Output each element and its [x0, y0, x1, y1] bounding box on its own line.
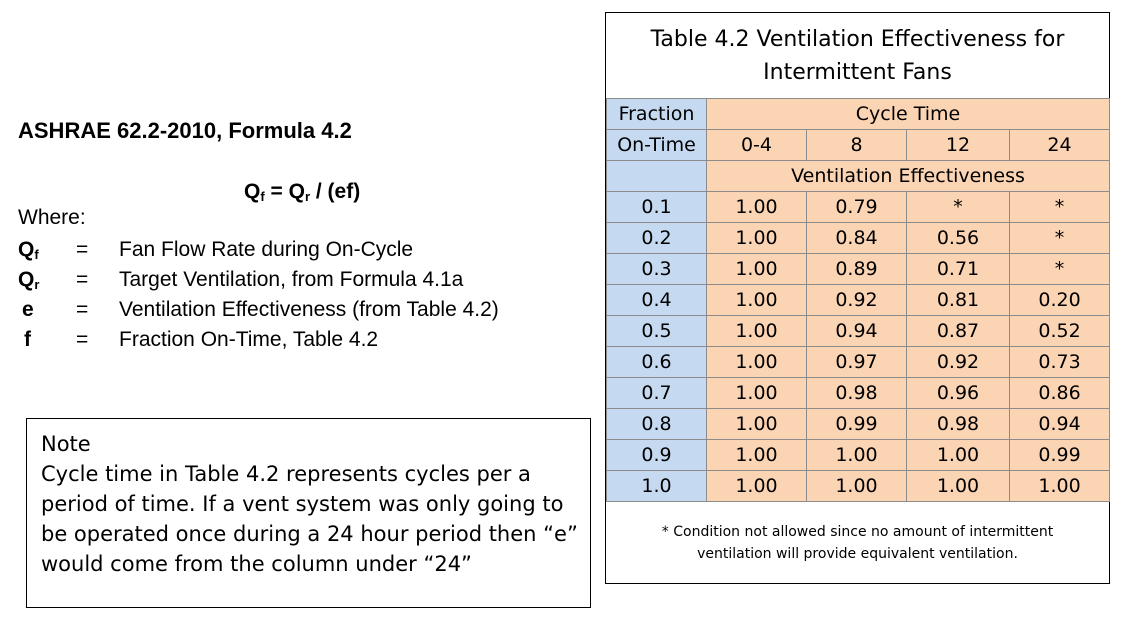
definition-symbol: e: [22, 298, 34, 321]
effectiveness-cell: 0.92: [907, 347, 1010, 378]
definition-description: Fraction On-Time, Table 4.2: [119, 328, 379, 351]
fraction-cell: 0.5: [607, 316, 707, 347]
definition-equals: =: [76, 328, 89, 351]
effectiveness-header: Ventilation Effectiveness: [707, 161, 1110, 192]
formula-rhs-rest: / (ef): [310, 180, 361, 203]
note-body: Cycle time in Table 4.2 represents cycles per a period of time. If a vent system was only going to be operated once during a 24 hour period then “e” would come from the column under “24”: [41, 462, 578, 576]
table-row: [607, 347, 1110, 378]
formula-lhs: Q: [244, 180, 261, 203]
fraction-cell: 0.9: [607, 440, 707, 471]
fraction-cell: 0.1: [607, 192, 707, 223]
where-label: Where:: [18, 206, 86, 229]
definition-description: Ventilation Effectiveness (from Table 4.2): [119, 298, 499, 321]
effectiveness-cell: 0.98: [807, 378, 907, 409]
effectiveness-cell: *: [1010, 192, 1110, 223]
table-title: [606, 13, 1109, 98]
effectiveness-cell: 1.00: [707, 316, 807, 347]
footnote-line-1: * Condition not allowed since no amount of intermittent: [661, 524, 1054, 540]
effectiveness-cell: 1.00: [707, 471, 807, 502]
definition-symbol: $Q_r$: [18, 268, 40, 292]
fraction-cell: 0.2: [607, 223, 707, 254]
definition-symbol: f: [24, 328, 31, 351]
footnote-line-2: ventilation will provide equivalent ventilation.: [697, 546, 1018, 562]
table-title-line-1: Table 4.2 Ventilation Effectiveness for: [650, 27, 1065, 52]
table-row: [607, 223, 1110, 254]
effectiveness-cell: 0.71: [907, 254, 1010, 285]
cycle-column-header: 0-4: [707, 130, 807, 161]
effectiveness-cell: 0.86: [1010, 378, 1110, 409]
fraction-cell: 0.8: [607, 409, 707, 440]
effectiveness-cell: 0.79: [807, 192, 907, 223]
fraction-header-2: On-Time: [607, 130, 707, 161]
table-row: [607, 192, 1110, 223]
effectiveness-cell: 0.84: [807, 223, 907, 254]
table-row: [607, 316, 1110, 347]
ventilation-table-panel: [605, 12, 1110, 584]
effectiveness-cell: 1.00: [1010, 471, 1110, 502]
effectiveness-cell: 1.00: [707, 409, 807, 440]
fraction-cell: 0.3: [607, 254, 707, 285]
effectiveness-cell: 1.00: [707, 378, 807, 409]
definition-equals: =: [76, 268, 89, 291]
cycle-column-header: 8: [807, 130, 907, 161]
effectiveness-cell: 1.00: [707, 192, 807, 223]
definition-symbol: $Q_f$: [18, 238, 39, 262]
effectiveness-cell: 0.92: [807, 285, 907, 316]
effectiveness-cell: 0.81: [907, 285, 1010, 316]
effectiveness-cell: 1.00: [707, 347, 807, 378]
effectiveness-cell: 0.52: [1010, 316, 1110, 347]
effectiveness-cell: 0.94: [807, 316, 907, 347]
effectiveness-cell: 0.99: [1010, 440, 1110, 471]
table-title-line-2: Intermittent Fans: [763, 60, 952, 85]
effectiveness-cell: 0.20: [1010, 285, 1110, 316]
effectiveness-cell: 1.00: [707, 223, 807, 254]
note-title: Note: [41, 432, 91, 456]
table-row: [607, 285, 1110, 316]
effectiveness-cell: 0.97: [807, 347, 907, 378]
formula-rhs: Q: [288, 180, 305, 203]
fraction-header-blank: [607, 161, 707, 192]
definition-description: Fan Flow Rate during On-Cycle: [119, 238, 414, 261]
effectiveness-cell: 0.99: [807, 409, 907, 440]
note-box: [26, 418, 591, 608]
table-row: [607, 409, 1110, 440]
ventilation-effectiveness-table: [606, 98, 1110, 502]
definition-equals: =: [76, 238, 89, 261]
table-row: [607, 471, 1110, 502]
formula-lhs-sub: f: [260, 189, 265, 204]
fraction-header: Fraction: [607, 99, 707, 130]
formula-equation: [244, 180, 360, 204]
formula-rhs-sub: r: [304, 189, 311, 204]
effectiveness-cell: 0.89: [807, 254, 907, 285]
effectiveness-cell: 0.73: [1010, 347, 1110, 378]
fraction-cell: 0.7: [607, 378, 707, 409]
definition-description: Target Ventilation, from Formula 4.1a: [119, 268, 464, 291]
effectiveness-cell: 1.00: [707, 440, 807, 471]
effectiveness-cell: *: [1010, 254, 1110, 285]
effectiveness-cell: *: [907, 192, 1010, 223]
fraction-cell: 1.0: [607, 471, 707, 502]
effectiveness-cell: 0.56: [907, 223, 1010, 254]
effectiveness-cell: 1.00: [707, 254, 807, 285]
effectiveness-cell: 1.00: [807, 471, 907, 502]
effectiveness-cell: *: [1010, 223, 1110, 254]
fraction-cell: 0.4: [607, 285, 707, 316]
table-row: [607, 440, 1110, 471]
table-footnote: [606, 521, 1109, 565]
effectiveness-cell: 0.96: [907, 378, 1010, 409]
cycle-column-header: 12: [907, 130, 1010, 161]
formula-eq: =: [264, 180, 289, 203]
table-row: [607, 378, 1110, 409]
effectiveness-cell: 0.94: [1010, 409, 1110, 440]
cycle-time-header: Cycle Time: [707, 99, 1110, 130]
effectiveness-cell: 1.00: [707, 285, 807, 316]
table-row: [607, 254, 1110, 285]
fraction-cell: 0.6: [607, 347, 707, 378]
cycle-column-header: 24: [1010, 130, 1110, 161]
effectiveness-cell: 1.00: [907, 440, 1010, 471]
formula-heading: ASHRAE 62.2-2010, Formula 4.2: [18, 118, 352, 143]
effectiveness-cell: 1.00: [807, 440, 907, 471]
definition-equals: =: [76, 298, 89, 321]
effectiveness-cell: 0.98: [907, 409, 1010, 440]
effectiveness-cell: 1.00: [907, 471, 1010, 502]
effectiveness-cell: 0.87: [907, 316, 1010, 347]
